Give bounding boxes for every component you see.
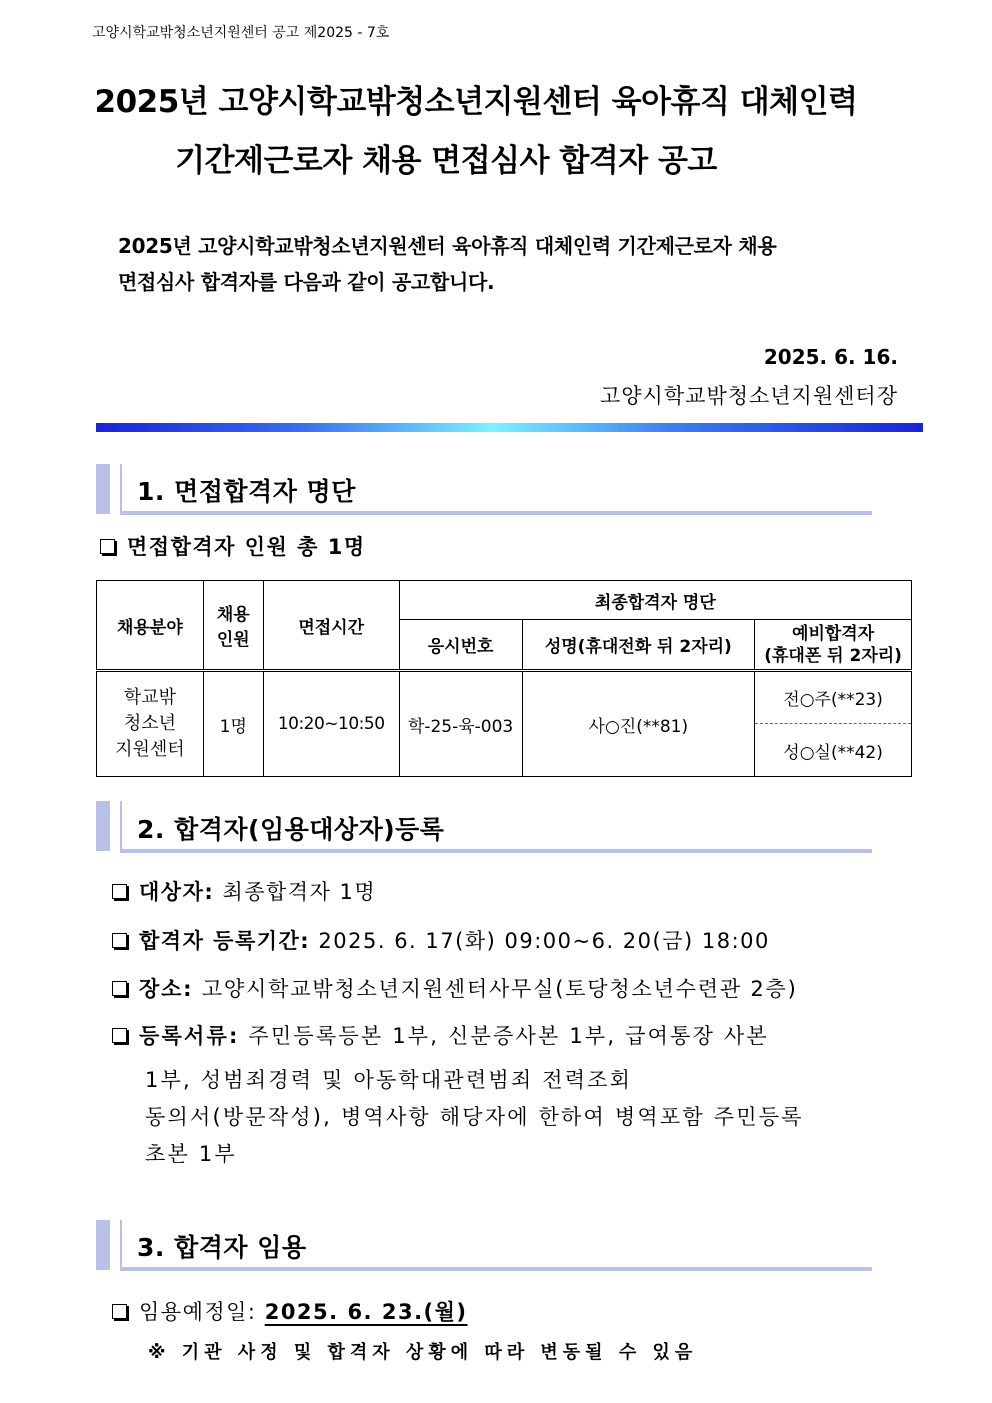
header-final-list: 최종합격자 명단	[399, 581, 911, 620]
bullet-target-label: 대상자:	[139, 880, 215, 904]
bullet-period	[112, 925, 770, 955]
documents-continued-1: 1부, 성범죄경력 및 아동학대관련범죄 전력조회	[145, 1068, 633, 1092]
section-1-underline	[120, 511, 872, 515]
section-1-bar	[96, 464, 110, 514]
cell-time: 10:20~10:50	[263, 671, 399, 777]
interviewee-count: 면접합격자 인원 총 1명	[127, 535, 366, 559]
documents-continued-3: 초본 1부	[145, 1142, 237, 1166]
section-3-edge	[120, 1220, 122, 1270]
document-number: 고양시학교밖청소년지원센터 공고 제2025 - 7호	[92, 25, 390, 41]
section-3-underline	[120, 1267, 872, 1271]
checkbox-square-icon	[112, 933, 127, 948]
bullet-period-text: 2025. 6. 17(화) 09:00~6. 20(금) 18:00	[310, 929, 770, 953]
bullet-place-text: 고양시학교밖청소년지원센터사무실(토당청소년수련관 2층)	[193, 977, 798, 1001]
header-headcount	[203, 581, 263, 671]
checkbox-square-icon	[112, 1028, 127, 1043]
checkbox-square-icon	[112, 981, 127, 996]
cell-field	[97, 671, 204, 777]
bullet-documents-text: 주민등록등본 1부, 신분증사본 1부, 급여통장 사본	[239, 1024, 769, 1048]
cell-reserve-2: 성○실(**42)	[755, 724, 912, 777]
cell-reserve-1: 전○주(**23)	[755, 671, 912, 724]
bullet-place-label: 장소:	[139, 977, 194, 1001]
section-2-bar	[96, 801, 110, 851]
header-reserve-line1: 예비합격자	[792, 623, 875, 644]
documents-continued-2: 동의서(방문작성), 병역사항 해당자에 한하여 병역포함 주민등록	[145, 1105, 804, 1129]
section-3-bar	[96, 1220, 110, 1270]
bullet-target	[112, 876, 376, 906]
checkbox-square-icon	[100, 539, 115, 554]
header-headcount-line2: 인원	[216, 630, 250, 650]
announcement-date: 2025. 6. 16.	[763, 345, 898, 369]
header-reserve-line2: (휴대폰 뒤 2자리)	[764, 645, 902, 666]
cell-exam-no: 학-25-육-003	[399, 671, 522, 777]
issuer: 고양시학교밖청소년지원센터장	[599, 384, 898, 408]
result-table	[96, 580, 912, 777]
bullet-period-label: 합격자 등록기간:	[139, 929, 311, 953]
checkbox-square-icon	[112, 884, 127, 899]
section-2-underline	[120, 849, 872, 853]
gradient-divider	[96, 423, 923, 432]
cell-field-line3: 지원센터	[115, 739, 185, 760]
header-name: 성명(휴대전화 뒤 2자리)	[522, 620, 755, 671]
cell-field-line1: 학교밖	[123, 687, 176, 708]
title-line-2: 기간제근로자 채용 면접심사 합격자 공고	[175, 143, 717, 179]
bullet-documents-label: 등록서류:	[139, 1024, 240, 1048]
bullet-documents	[112, 1020, 769, 1050]
section-1-bullet	[100, 531, 366, 561]
appointment-label: 임용예정일:	[139, 1300, 257, 1324]
bullet-target-text: 최종합격자 1명	[214, 880, 377, 904]
section-2-edge	[120, 801, 122, 851]
header-field: 채용분야	[97, 581, 204, 671]
appointment-note: ※ 기관 사정 및 합격자 상황에 따라 변동될 수 있음	[148, 1342, 698, 1363]
cell-name: 사○진(**81)	[522, 671, 755, 777]
intro-line-1: 2025년 고양시학교밖청소년지원센터 육아휴직 대체인력 기간제근로자 채용	[118, 234, 777, 258]
header-headcount-line1: 채용	[216, 605, 250, 625]
bullet-place	[112, 973, 798, 1003]
checkbox-square-icon	[112, 1304, 127, 1319]
header-reserve	[755, 620, 912, 671]
cell-field-line2: 청소년	[123, 713, 176, 734]
title-line-1: 2025년 고양시학교밖청소년지원센터 육아휴직 대체인력	[94, 84, 858, 120]
header-exam-no: 응시번호	[399, 620, 522, 671]
section-3-title: 3. 합격자 임용	[137, 1233, 307, 1262]
section-2-title: 2. 합격자(임용대상자)등록	[137, 815, 445, 844]
cell-headcount: 1명	[203, 671, 263, 777]
section-1-title: 1. 면접합격자 명단	[137, 477, 356, 506]
bullet-appointment	[112, 1296, 468, 1326]
section-1-edge	[120, 464, 122, 514]
header-interview-time: 면접시간	[263, 581, 399, 671]
appointment-date: 2025. 6. 23.(월)	[264, 1300, 468, 1324]
intro-line-2: 면접심사 합격자를 다음과 같이 공고합니다.	[118, 270, 495, 294]
